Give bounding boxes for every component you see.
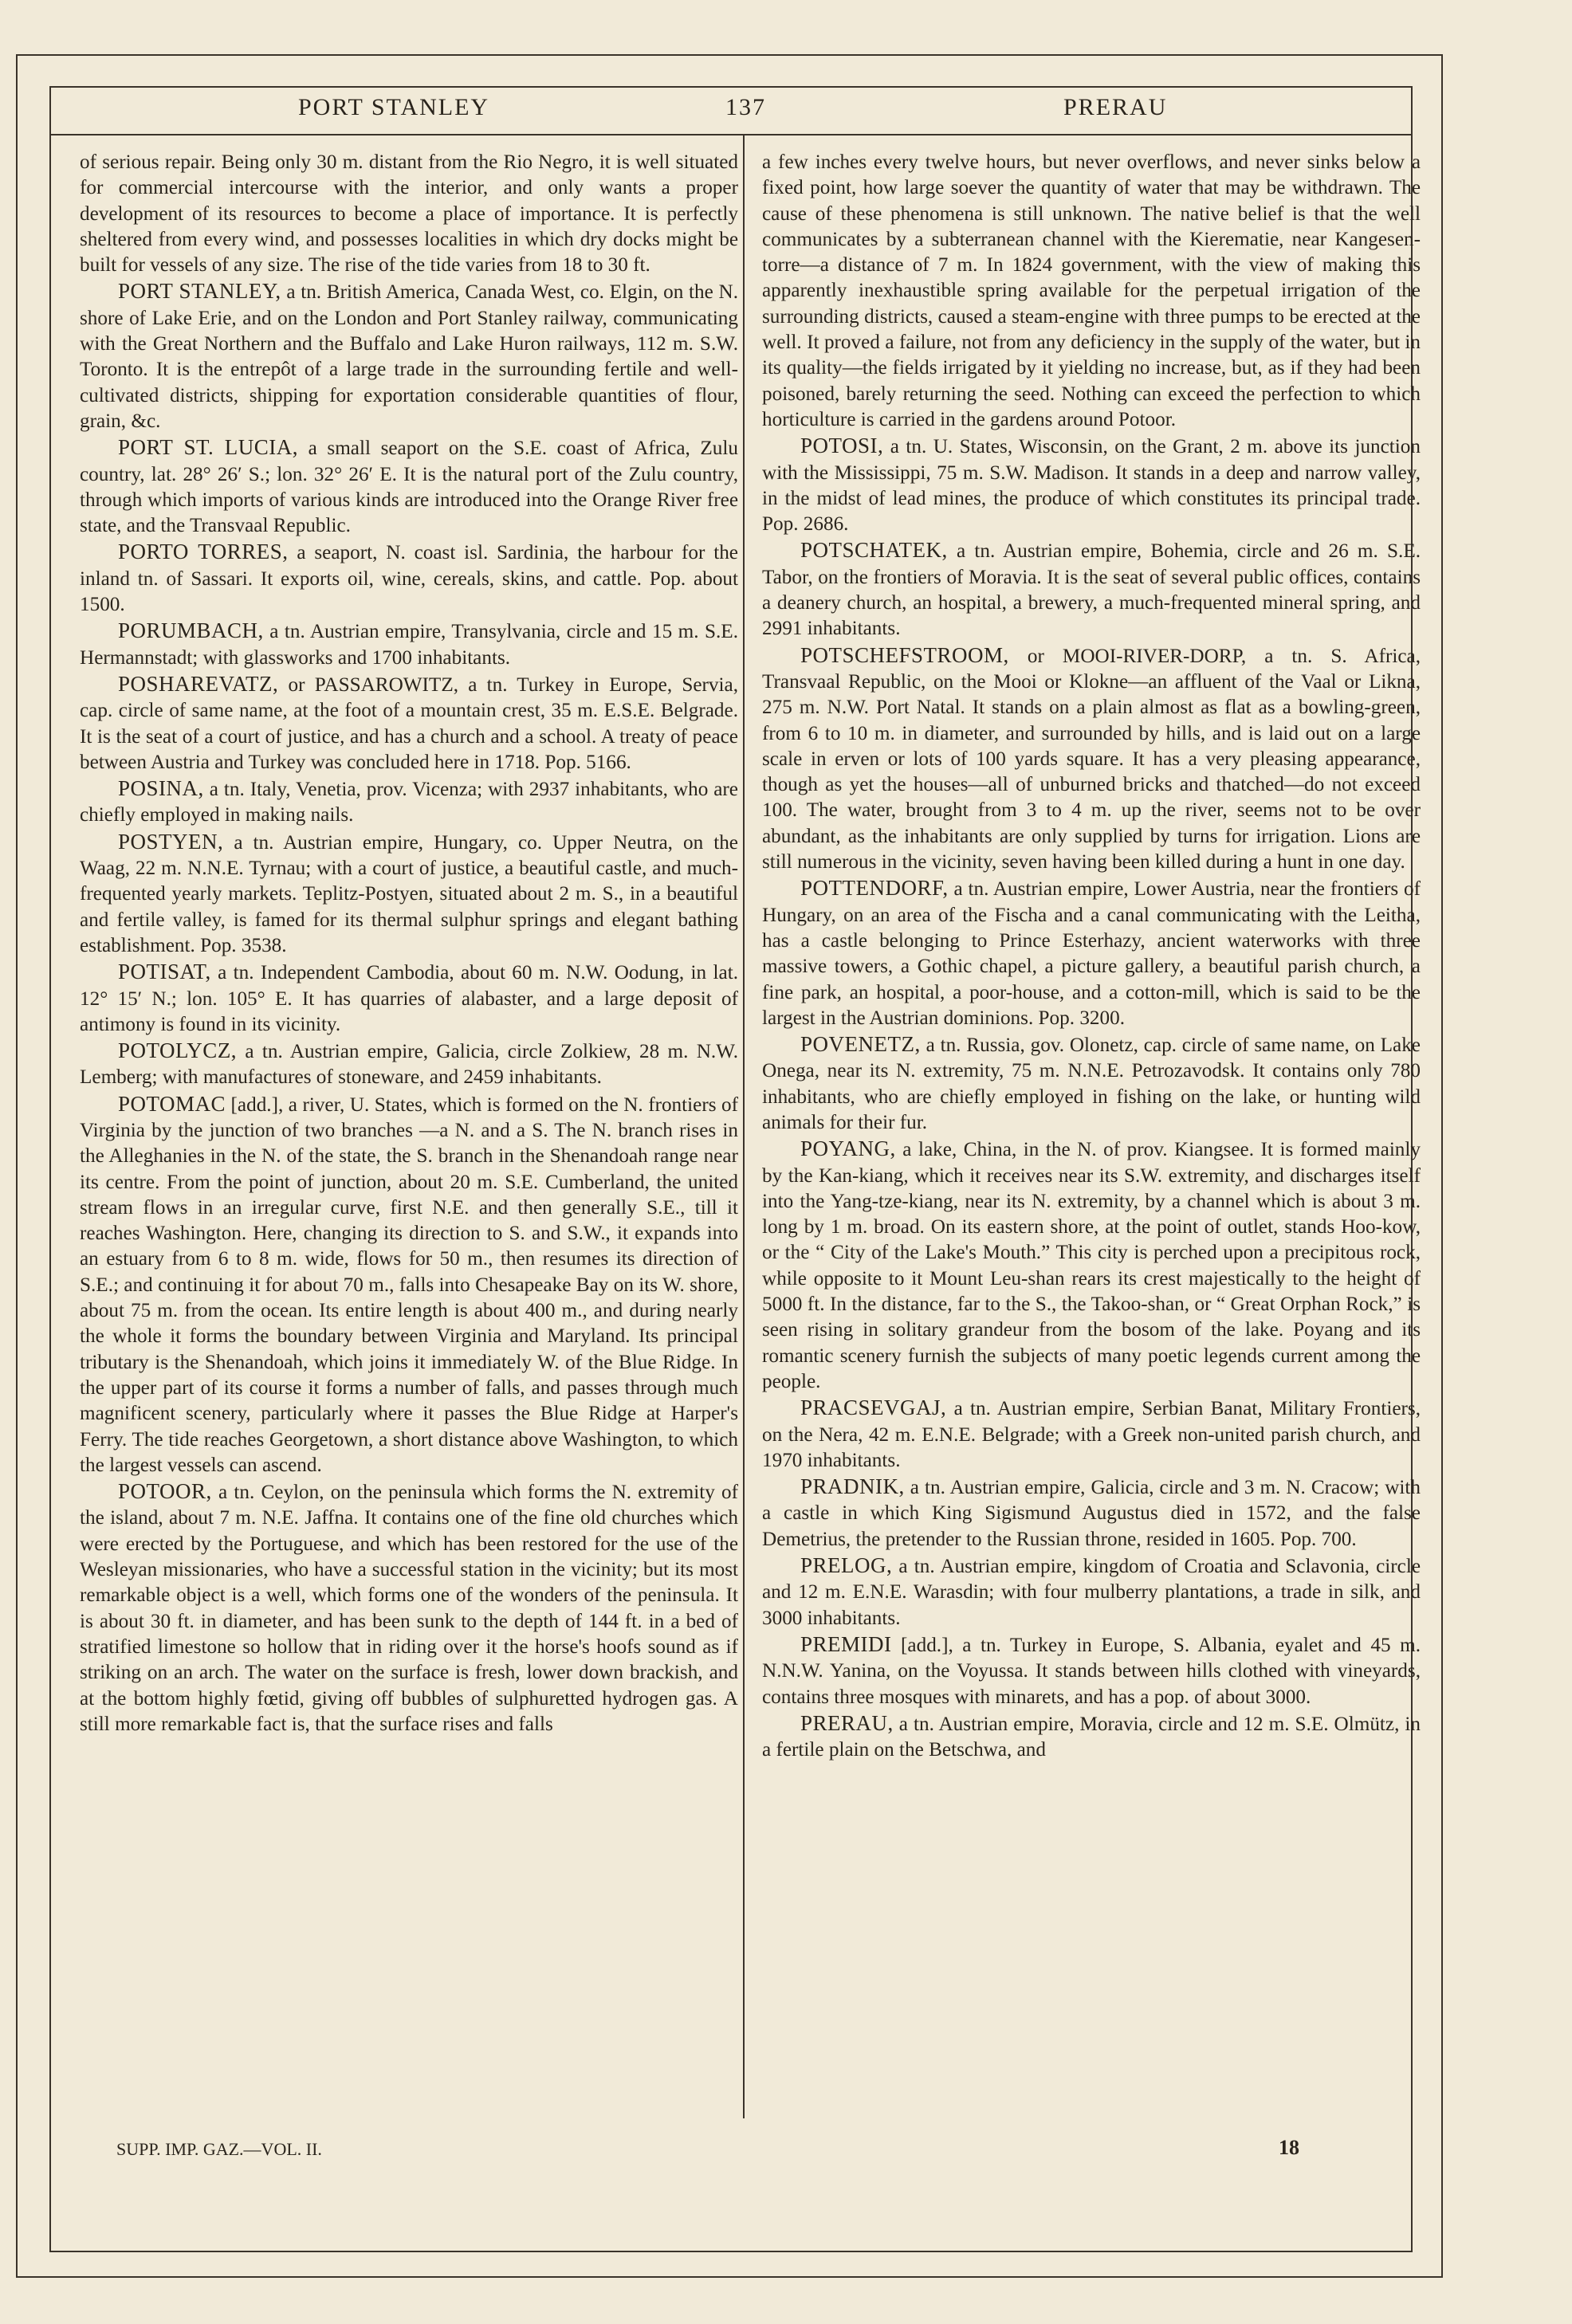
entry-headword: POTOOR, (118, 1479, 212, 1504)
gazetteer-entry (762, 875, 1421, 1031)
gazetteer-entry (762, 150, 1421, 433)
gazetteer-entry (80, 539, 738, 618)
entry-headword: POVENETZ, (800, 1032, 921, 1057)
frame-header-rule (49, 134, 1413, 135)
signature-mark: 18 (1279, 2136, 1299, 2159)
entry-headword: PRERAU, (800, 1710, 894, 1735)
entry-headword: POYANG, (800, 1136, 896, 1161)
gazetteer-entry (80, 775, 738, 829)
entry-text: a tn. British America, Canada West, co. Elgin, on the N. shore of Lake Erie, and on the London and Port Stanley railway, communicating with the Great Northern and the Buffalo and Lake Huron railways, 112 m. S.W. Toronto. It is the entrepôt of a large trade in the surrounding fertile and well-cultivated districts, shipping for exportation considerable quantities of flour, grain, &c. (80, 281, 738, 432)
gazetteer-entry (762, 537, 1421, 642)
entry-text: a tn. Austrian empire, kingdom of Croatia and Sclavonia, circle and 12 m. E.N.E. Warasdin; with four mulberry plantations, a trade in silk, and 3000 inhabitants. (762, 1556, 1421, 1629)
entry-text: or MOOI-RIVER-DORP, a tn. S. Africa, Transvaal Republic, on the Mooi or Klokne—an affluent of the Vaal or Likna, 275 m. N.W. Port Natal. It stands on a plain almost as flat as a bowling-green, from 6 to 10 m. in diameter, and surrounded by hills, and is laid out on a large scale in erven or lots of 100 yards square. It has a very pleasing appearance, though as yet the houses—all of unburned bricks and thatched—do not exceed 100. The water, brought from 3 to 4 m. up the river, seems not to be over abundant, as the inhabitants are only supplied by turns for irrigation. Lions are still numerous in the vicinity, seven having been killed during a hunt in one day. (762, 645, 1421, 873)
frame-inner-top (49, 86, 1413, 88)
gazetteer-entry (80, 618, 738, 671)
entry-headword: POSINA, (118, 776, 204, 801)
entry-headword: POSTYEN, (118, 829, 224, 854)
frame-inner-bottom (49, 2251, 1413, 2252)
running-head-right: PRERAU (1063, 94, 1168, 120)
entry-text: a tn. Austrian empire, Serbian Banat, Military Frontiers, on the Nera, 42 m. E.N.E. Belgrade; with a Greek non-united parish church, and 1970 inhabitants. (762, 1398, 1421, 1471)
entry-text: a seaport, N. coast isl. Sardinia, the harbour for the inland tn. of Sassari. It exports oil, wine, cereals, skins, and cattle. Pop. about 1500. (80, 542, 738, 616)
gazetteer-entry (762, 1710, 1421, 1764)
left-column (80, 150, 738, 1737)
entry-text: a tn. Austrian empire, Moravia, circle and 12 m. S.E. Olmütz, in a fertile plain on the Betschwa, and (762, 1713, 1421, 1761)
entry-headword: PRADNIK, (800, 1474, 905, 1499)
gazetteer-entry (762, 642, 1421, 876)
gazetteer-entry (762, 1031, 1421, 1136)
entry-text: a tn. Russia, gov. Olonetz, cap. circle of same name, on Lake Onega, near its N. extremity, 75 m. N.N.E. Petrozavodsk. It contains only 780 inhabitants, who are chiefly employed in fishing on the lake, or hunting wild animals for their fur. (762, 1034, 1421, 1133)
entry-text: a few inches every twelve hours, but never overflows, and never sinks below a fixed point, how large soever the quantity of water that may be withdrawn. The cause of these phenomena is still unknown. The native belief is that the well communicates by a subterranean channel with the Kierematie, near Kangesen-torre—a distance of 7 m. In 1824 government, with the view of making this apparently inexhaustible spring available for the perpetual irrigation of the surrounding districts, caused a steam-engine with three pumps to be erected at the well. It proved a failure, not from any deficiency in the supply of the water, but in its quality—the fields irrigated by it yielding no increase, but, as if they had been poisoned, barely returning the seed. Nothing can exceed the perfection to which horticulture is carried in the gardens around Potoor. (762, 151, 1421, 430)
entry-headword: PREMIDI (800, 1631, 892, 1656)
gazetteer-entry (80, 1478, 738, 1737)
entry-text: a tn. U. States, Wisconsin, on the Grant, 2 m. above its junction with the Mississippi, 75 m. S.W. Madison. It stands in a deep and narrow valley, in the midst of lead mines, the produce of which constitutes its principal trade. Pop. 2686. (762, 436, 1421, 536)
entry-text: [add.], a tn. Turkey in Europe, S. Albania, eyalet and 45 m. N.N.W. Yanina, on the Voyussa. It stands between hills clothed with vineyards, contains three mosques with minarets, and has a pop. of about 3000. (762, 1634, 1421, 1708)
entry-headword: PRACSEVGAJ, (800, 1396, 947, 1420)
page-number: 137 (725, 94, 766, 120)
entry-text: a tn. Austrian empire, Lower Austria, near the frontiers of Hungary, on an area of the Fischa and a canal communicating with the Leitha, has a castle belonging to Prince Esterhazy, ancient waterworks with three massive towers, a Gothic chapel, a picture gallery, a beautiful parish church, a fine park, an hospital, a poor-house, and a cotton-mill, which is said to be the largest in the Austrian dominions. Pop. 3200. (762, 878, 1421, 1029)
entry-text: a small seaport on the S.E. coast of Africa, Zulu country, lat. 28° 26′ S.; lon. 32° 26′ E. It is the natural port of the Zulu country, through which imports of various kinds are introduced into the Orange River free state, and the Transvaal Republic. (80, 438, 738, 537)
entry-headword: POTOSI, (800, 434, 884, 458)
entry-headword: POTOLYCZ, (118, 1038, 238, 1063)
column-divider (743, 134, 745, 2118)
frame-outer-right (1441, 54, 1443, 2278)
entry-headword: PORT STANLEY, (118, 279, 281, 304)
entry-text: [add.], a river, U. States, which is formed on the N. frontiers of Virginia by the junction of two branches —a N. and a S. The N. branch rises in the Alleghanies in the N. of the state, the S. branch in the Shenandoah range near its centre. From the point of junction, about 20 m. S.E. Cumberland, the united stream flows in an irregular curve, first N.E. and then generally S.E., till it reaches Washington. Here, changing its direction to S. and S.W., it expands into an estuary from 6 to 8 m. wide, flows for 50 m., then resumes its direction of S.E.; and continuing it for about 70 m., falls into Chesapeake Bay on its W. shore, about 75 m. from the ocean. Its entire length is about 400 m., and during nearly the whole it forms the boundary between Virginia and Maryland. Its principal tributary is the Shenandoah, which joins it immediately W. of the Blue Ridge. In the upper part of its course it forms a number of falls, and passes through much magnificent scenery, particularly where it passes the Blue Ridge at Harper's Ferry. The tide reaches Georgetown, a short distance above Washington, to which the largest vessels can ascend. (80, 1093, 738, 1476)
entry-headword: POSHAREVATZ, (118, 671, 279, 696)
entry-headword: POTSCHATEK, (800, 538, 948, 563)
frame-outer-top (16, 54, 1443, 56)
gazetteer-entry (762, 1631, 1421, 1710)
gazetteer-entry (762, 433, 1421, 537)
right-column (762, 150, 1421, 1763)
entry-text: a tn. Ceylon, on the peninsula which forms the N. extremity of the island, about 7 m. N.E. Jaffna. It contains one of the fine old churches which were erected by the Portuguese, and which has been restored for the use of the Wesleyan missionaries, who have a successful station in the vicinity; but its most remarkable object is a well, which forms one of the wonders of the peninsula. It is about 30 ft. in diameter, and has been sunk to the depth of 144 ft. in a bed of stratified limestone so hollow that in riding over it the horse's hoofs sound as if striking on an arch. The water on the surface is fresh, lower down brackish, and at the bottom highly fœtid, giving off bubbles of sulphuretted hydrogen gas. A still more remarkable fact is, that the surface rises and falls (80, 1482, 738, 1735)
gazetteer-entry (80, 671, 738, 775)
gazetteer-entry (80, 278, 738, 434)
entry-text: a tn. Austrian empire, Bohemia, circle and 26 m. S.E. Tabor, on the frontiers of Moravia. It is the seat of several public offices, contains a deanery church, an hospital, a brewery, a much-frequented mineral spring, and 2991 inhabitants. (762, 540, 1421, 640)
entry-headword: PORUMBACH, (118, 618, 264, 643)
entry-headword: PRELOG, (800, 1553, 893, 1578)
entry-text: a tn. Austrian empire, Galicia, circle and 3 m. N. Cracow; with a castle in which King Sigismund Augustus died in 1572, and the false Demetrius, the pretender to the Russian throne, resided in 1605. Pop. 700. (762, 1477, 1421, 1550)
gazetteer-entry (80, 150, 738, 278)
entry-headword: PORTO TORRES, (118, 540, 289, 564)
gazetteer-entry (762, 1474, 1421, 1553)
gazetteer-entry (762, 1553, 1421, 1631)
gazetteer-entry (80, 959, 738, 1038)
entry-text: a lake, China, in the N. of prov. Kiangsee. It is formed mainly by the Kan-kiang, which it receives near its S.W. extremity, and discharges itself into the Yang-tze-kiang, near its N. extremity, by a channel which is about 3 m. long by 1 m. broad. On its eastern shore, at the point of outlet, stands Hoo-kow, or the “ City of the Lake's Mouth.” This city is perched upon a precipitous rock, while opposite to it Mount Leu-shan rears its crest majestically to the height of 5000 ft. In the distance, far to the S., the Takoo-shan, or “ Great Orphan Rock,” is seen rising in solitary grandeur from the bosom of the lake. Poyang and its romantic scenery furnish the subjects of many poetic legends current among the people. (762, 1139, 1421, 1392)
frame-outer-bottom (16, 2276, 1443, 2278)
gazetteer-entry (762, 1395, 1421, 1474)
entry-headword: POTOMAC (118, 1091, 226, 1116)
entry-headword: POTISAT, (118, 960, 211, 984)
gazetteer-entry (80, 829, 738, 959)
entry-headword: PORT ST. LUCIA, (118, 435, 299, 460)
gazetteer-entry (80, 434, 738, 539)
gazetteer-entry (80, 1091, 738, 1478)
entry-text: a tn. Austrian empire, Transylvania, circle and 15 m. S.E. Hermannstadt; with glassworks and 1700 inhabitants. (80, 621, 738, 669)
entry-text: a tn. Austrian empire, Hungary, co. Upper Neutra, on the Waag, 22 m. N.N.E. Tyrnau; with a court of justice, a beautiful castle, and much-frequented yearly markets. Teplitz-Postyen, situated about 2 m. S., in a beautiful and fertile valley, is famed for its thermal sulphur springs and elegant bathing establishment. Pop. 3538. (80, 831, 738, 956)
footer-volume: SUPP. IMP. GAZ.—VOL. II. (116, 2139, 322, 2159)
gazetteer-entry (80, 1038, 738, 1091)
frame-outer-left (16, 54, 18, 2278)
entry-headword: POTTENDORF, (800, 876, 949, 901)
entry-text: of serious repair. Being only 30 m. distant from the Rio Negro, it is well situated for commercial intercourse with the interior, and only wants a proper development of its resources to become a place of importance. It is perfectly sheltered from every wind, and possesses localities in which dry docks might be built for vessels of any size. The rise of the tide varies from 18 to 30 ft. (80, 151, 738, 277)
gazetteer-entry (762, 1136, 1421, 1395)
running-head-left: PORT STANLEY (298, 94, 490, 120)
entry-text: a tn. Austrian empire, Galicia, circle Zolkiew, 28 m. N.W. Lemberg; with manufactures of stoneware, and 2459 inhabitants. (80, 1041, 738, 1089)
entry-text: a tn. Italy, Venetia, prov. Vicenza; with 2937 inhabitants, who are chiefly employed in making nails. (80, 779, 738, 826)
entry-text: a tn. Independent Cambodia, about 60 m. N.W. Oodung, in lat. 12° 15′ N.; lon. 105° E. It has quarries of alabaster, and a large deposit of antimony is found in its vicinity. (80, 962, 738, 1035)
frame-inner-left (49, 86, 51, 2252)
entry-text: or PASSAROWITZ, a tn. Turkey in Europe, Servia, cap. circle of same name, at the foot of a mountain crest, 35 m. E.S.E. Belgrade. It is the seat of a court of justice, and has a church and a school. A treaty of peace between Austria and Turkey was concluded here in 1718. Pop. 5166. (80, 673, 738, 773)
entry-headword: POTSCHEFSTROOM, (800, 642, 1009, 667)
